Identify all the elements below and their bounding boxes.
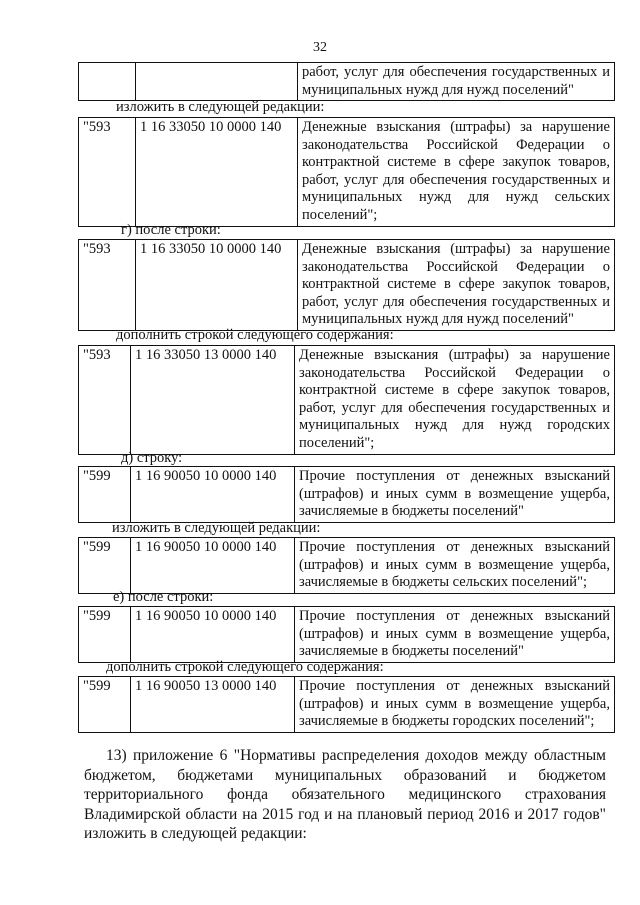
code-table [78, 239, 615, 331]
description-cell: Прочие поступления от денежных взысканий (штрафов) и иных сумм в возмещение ущерба, зачисляемые в бюджеты сельских поселений"; [295, 538, 615, 594]
budget-code-cell: 1 16 90050 10 0000 140 [131, 467, 295, 523]
description-cell: Денежные взыскания (штрафы) за нарушение законодательства Российской Федерации о контрактной системе в сфере закупок товаров, работ, услуг для обеспечения государственных и муниципальных нужд для нужд городских поселений"; [295, 346, 615, 455]
table-row [79, 467, 615, 523]
admin-code-cell: "599 [79, 677, 131, 733]
budget-code-cell: 1 16 90050 10 0000 140 [131, 538, 295, 594]
page-number: 32 [313, 40, 327, 55]
table-row [79, 240, 615, 331]
budget-code-cell: 1 16 33050 13 0000 140 [131, 346, 295, 455]
code-table [78, 62, 615, 101]
admin-code-cell [79, 63, 136, 101]
instruction-label: дополнить строкой следующего содержания: [116, 327, 394, 343]
admin-code-cell: "599 [79, 607, 131, 663]
admin-code-cell: "593 [79, 346, 131, 455]
instruction-label: е) после строки: [113, 589, 214, 605]
code-table [78, 537, 615, 594]
code-table [78, 606, 615, 663]
table-row [79, 63, 615, 101]
instruction-label: д) строку: [121, 450, 183, 466]
table-row [79, 677, 615, 733]
admin-code-cell: "593 [79, 240, 136, 331]
body-paragraph: 13) приложение 6 "Нормативы распределения доходов между областным бюджетом, бюджетами муниципальных образований и бюджетом территориального фонда обязательного медицинского страхования Владимирской области на 2015 год и на плановый период 2016 и 2017 годов" изложить в следующей редакции: [84, 747, 606, 843]
instruction-label: изложить в следующей редакции: [116, 99, 325, 115]
instruction-label: г) после строки: [121, 222, 221, 238]
description-cell: Прочие поступления от денежных взысканий (штрафов) и иных сумм в возмещение ущерба, зачисляемые в бюджеты поселений" [295, 467, 615, 523]
budget-code-cell: 1 16 33050 10 0000 140 [136, 240, 298, 331]
admin-code-cell: "593 [79, 118, 136, 227]
table-row [79, 538, 615, 594]
code-table [78, 117, 615, 227]
description-cell: Денежные взыскания (штрафы) за нарушение законодательства Российской Федерации о контрактной системе в сфере закупок товаров, работ, услуг для обеспечения государственных и муниципальных нужд для нужд поселений" [298, 240, 615, 331]
admin-code-cell: "599 [79, 467, 131, 523]
description-cell: Прочие поступления от денежных взысканий (штрафов) и иных сумм в возмещение ущерба, зачисляемые в бюджеты поселений" [295, 607, 615, 663]
code-table [78, 466, 615, 523]
instruction-label: дополнить строкой следующего содержания: [106, 659, 384, 675]
budget-code-cell: 1 16 90050 13 0000 140 [131, 677, 295, 733]
instruction-label: изложить в следующей редакции: [112, 520, 321, 536]
table-row [79, 607, 615, 663]
description-cell: Денежные взыскания (штрафы) за нарушение законодательства Российской Федерации о контрактной системе в сфере закупок товаров, работ, услуг для обеспечения государственных и муниципальных нужд для нужд сельских поселений"; [298, 118, 615, 227]
description-cell: Прочие поступления от денежных взысканий (штрафов) и иных сумм в возмещение ущерба, зачисляемые в бюджеты городских поселений"; [295, 677, 615, 733]
table-row [79, 118, 615, 227]
description-cell: работ, услуг для обеспечения государственных и муниципальных нужд для нужд поселений" [298, 63, 615, 101]
table-row [79, 346, 615, 455]
admin-code-cell: "599 [79, 538, 131, 594]
code-table [78, 345, 615, 455]
budget-code-cell [136, 63, 298, 101]
code-table [78, 676, 615, 733]
budget-code-cell: 1 16 90050 10 0000 140 [131, 607, 295, 663]
budget-code-cell: 1 16 33050 10 0000 140 [136, 118, 298, 227]
